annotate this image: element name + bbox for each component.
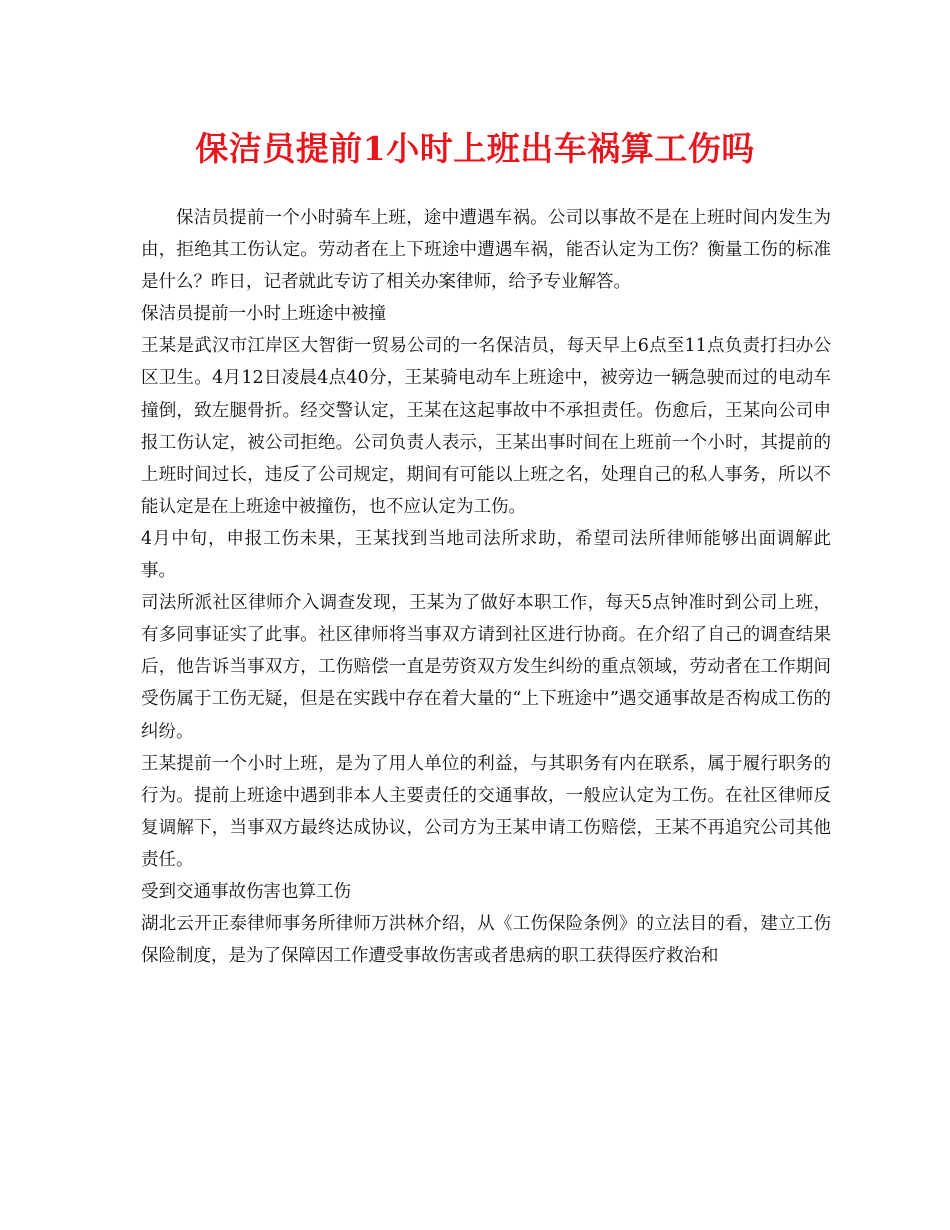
subheading-traffic-injury: 受到交通事故伤害也算工伤 (141, 881, 351, 902)
paragraph-seek-help: 4月中旬，申报工伤未果，王某找到当地司法所求助，希望司法所律师能够出面调解此事。 (141, 528, 831, 582)
paragraph-lawyer-commentary: 湖北云开正泰律师事务所律师万洪林介绍，从《工伤保险条例》的立法目的看，建立工伤保险制度，是为了保障因工作遭受事故伤害或者患病的职工获得医疗救治和 (141, 914, 831, 967)
document-body (141, 202, 831, 972)
paragraph-mediation-result: 王某提前一个小时上班，是为了用人单位的利益，与其职务有内在联系，属于履行职务的行为。提前上班途中遇到非本人主要责任的交通事故，一般应认定为工伤。在社区律师反复调解下，当事双方最终达成协议，公司方为王某申请工伤赔偿，王某不再追究公司其他责任。 (141, 753, 831, 870)
document-title: 保洁员提前1小时上班出车祸算工伤吗 (195, 129, 755, 168)
subheading-commute-accident: 保洁员提前一小时上班途中被撞 (141, 304, 386, 325)
paragraph-case-details: 王某是武汉市江岸区大智街一贸易公司的一名保洁员，每天早上6点至11点负责打扫办公区卫生。4月12日凌晨4点40分，王某骑电动车上班途中，被旁边一辆急驶而过的电动车撞倒，致左腿骨折。经交警认定，王某在这起事故中不承担责任。伤愈后，王某向公司申报工伤认定，被公司拒绝。公司负责人表示，王某出事时间在上班前一个小时，其提前的上班时间过长，违反了公司规定，期间有可能以上班之名，处理自己的私人事务，所以不能认定是在上班途中被撞伤，也不应认定为工伤。 (141, 336, 831, 517)
paragraph-intro: 保洁员提前一个小时骑车上班，途中遭遇车祸。公司以事故不是在上班时间内发生为由，拒绝其工伤认定。劳动者在上下班途中遭遇车祸，能否认定为工伤？衡量工伤的标准是什么？昨日，记者就此专访了相关办案律师，给予专业解答。 (141, 208, 831, 293)
paragraph-investigation: 司法所派社区律师介入调查发现，王某为了做好本职工作，每天5点钟准时到公司上班，有多同事证实了此事。社区律师将当事双方请到社区进行协商。在介绍了自己的调查结果后，他告诉当事双方，工伤赔偿一直是劳资双方发生纠纷的重点领域，劳动者在工作期间受伤属于工伤无疑，但是在实践中存在着大量的“上下班途中”遇交通事故是否构成工伤的纠纷。 (141, 593, 831, 742)
